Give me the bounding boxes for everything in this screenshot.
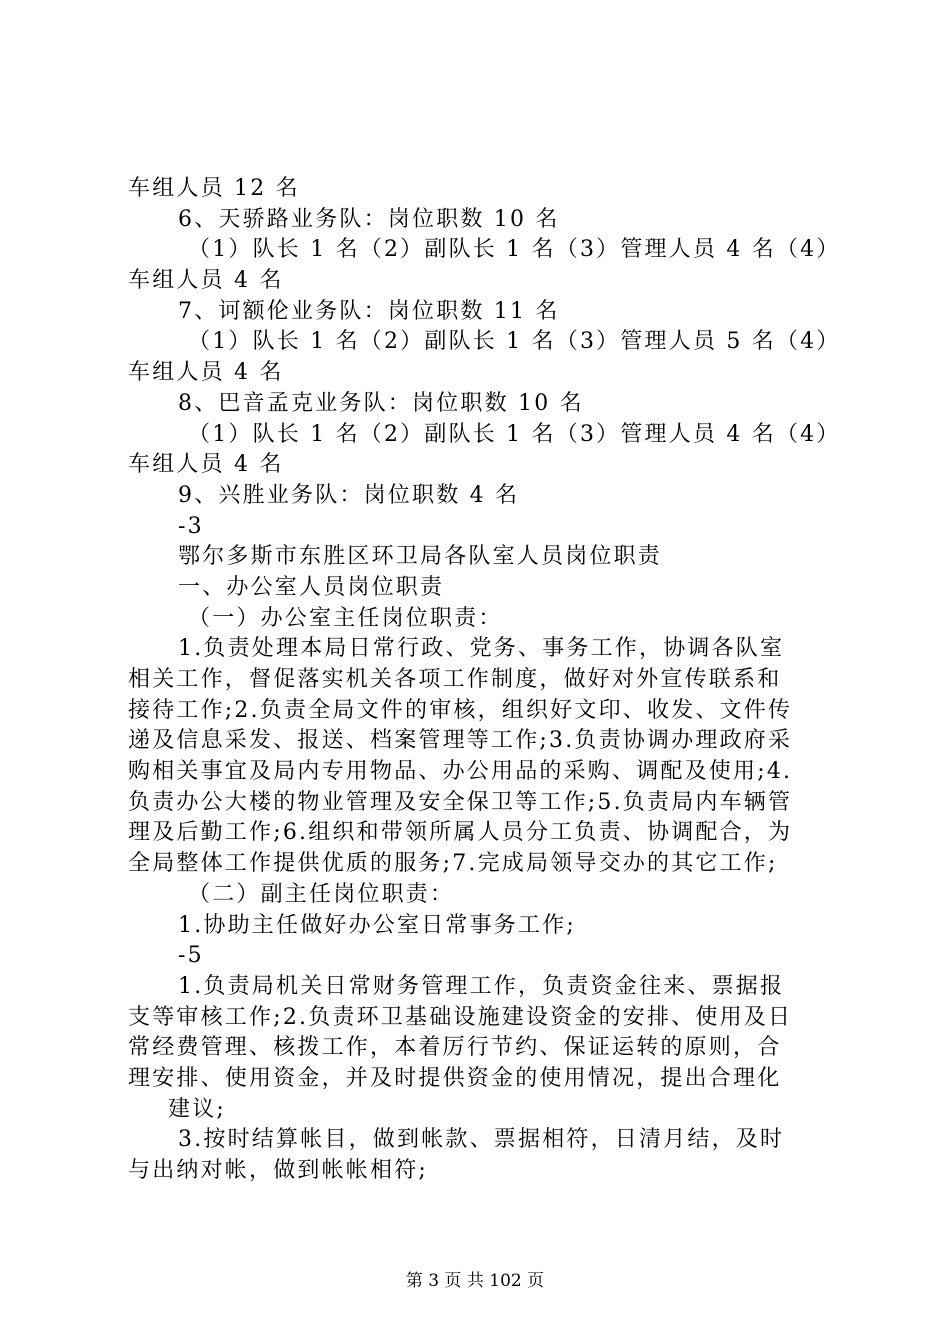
- text-line: （1）队长 1 名（2）副队长 1 名（3）管理人员 4 名（4）: [188, 421, 841, 447]
- text-line: 常经费管理、核拨工作，本着厉行节约、保证运转的原则，合: [128, 1035, 782, 1061]
- subsection-heading: （二）副主任岗位职责：: [188, 881, 455, 907]
- text-line: 接待工作;2.负责全局文件的审核，组织好文印、收发、文件传: [128, 697, 793, 723]
- text-line: 1.负责处理本局日常行政、党务、事务工作，协调各队室: [178, 636, 785, 662]
- page-marker: -5: [178, 943, 204, 969]
- page-marker: -3: [178, 513, 204, 539]
- text-line: 9、兴胜业务队：岗位职数 4 名: [178, 482, 520, 508]
- subsection-heading: （一）办公室主任岗位职责：: [188, 605, 503, 631]
- text-line: 车组人员 4 名: [128, 452, 284, 478]
- text-line: 6、天骄路业务队：岗位职数 10 名: [178, 206, 560, 232]
- text-line: 与出纳对帐，做到帐帐相符;: [128, 1158, 429, 1183]
- document-body: [128, 174, 841, 1187]
- text-line: 车组人员 4 名: [128, 268, 284, 294]
- text-line: 1.协助主任做好办公室日常事务工作;: [178, 912, 577, 938]
- text-line: 理安排、使用资金，并及时提供资金的使用情况，提出合理化: [128, 1065, 782, 1091]
- text-line: 全局整体工作提供优质的服务;7.完成局领导交办的其它工作;: [128, 851, 778, 877]
- text-line: （1）队长 1 名（2）副队长 1 名（3）管理人员 4 名（4）: [188, 237, 841, 263]
- page-footer: 第 3 页 共 102 页: [405, 1271, 545, 1291]
- text-line: 7、诃额伦业务队：岗位职数 11 名: [178, 298, 560, 324]
- text-line: 1.负责局机关日常财务管理工作，负责资金往来、票据报: [178, 973, 785, 999]
- text-line: 相关工作，督促落实机关各项工作制度，做好对外宣传联系和: [128, 667, 782, 692]
- text-line: 3.按时结算帐目，做到帐款、票据相符，日清月结，及时: [178, 1127, 785, 1153]
- text-line: （1）队长 1 名（2）副队长 1 名（3）管理人员 5 名（4）: [188, 329, 841, 355]
- text-line: 8、巴音孟克业务队：岗位职数 10 名: [178, 390, 584, 416]
- text-line: 购相关事宜及局内专用物品、办公用品的采购、调配及使用;4.: [128, 759, 793, 785]
- section-title: 鄂尔多斯市东胜区环卫局各队室人员岗位职责: [178, 544, 663, 570]
- text-line: 建议;: [168, 1096, 227, 1122]
- text-line: 车组人员 4 名: [128, 360, 284, 386]
- text-line: 负责办公大楼的物业管理及安全保卫等工作;5.负责局内车辆管: [128, 789, 793, 815]
- section-heading: 一、办公室人员岗位职责: [178, 574, 445, 600]
- text-line: 递及信息采发、报送、档案管理等工作;3.负责协调办理政府采: [128, 728, 793, 754]
- text-line: 理及后勤工作;6.组织和带领所属人员分工负责、协调配合，为: [128, 820, 793, 846]
- text-line: 车组人员 12 名: [128, 176, 300, 201]
- text-line: 支等审核工作;2.负责环卫基础设施建设资金的安排、使用及日: [128, 1004, 793, 1030]
